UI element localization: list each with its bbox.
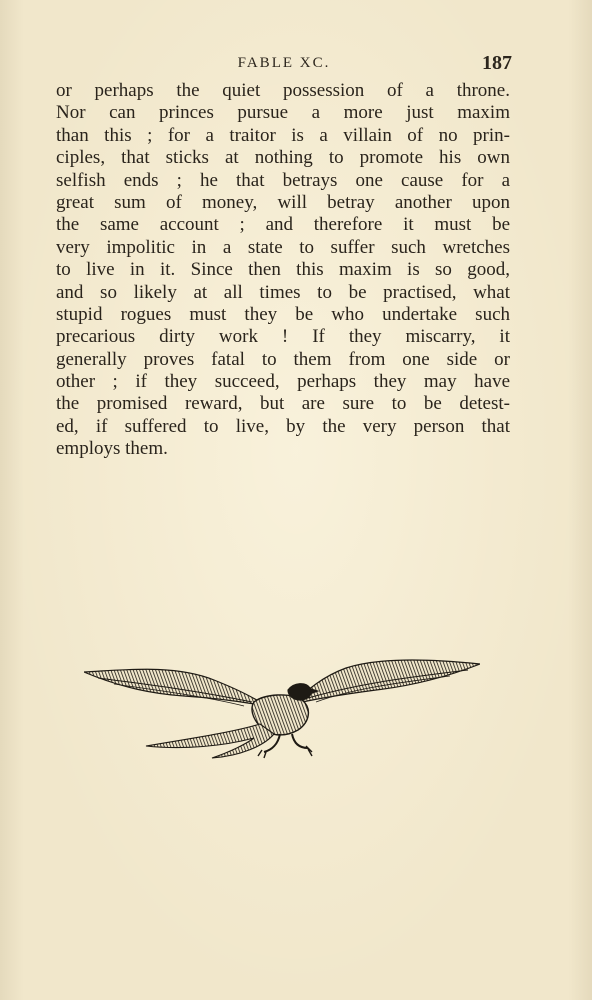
text-line: precarious dirty work ! If they miscarry, it <box>56 326 510 348</box>
text-line: the same account ; and therefore it must be <box>56 214 510 236</box>
eagle-tailpiece-icon <box>84 650 480 762</box>
text-line: employs them. <box>56 438 168 460</box>
text-line: generally proves fatal to them from one side or <box>56 348 510 370</box>
text-line: to live in it. Since then this maxim is so good, <box>56 259 510 281</box>
running-title: FABLE XC. <box>237 55 331 71</box>
text-line: the promised reward, but are sure to be detest- <box>56 393 510 415</box>
text-line: ciples, that sticks at nothing to promote his own <box>56 147 510 169</box>
text-line: great sum of money, will betray another upon <box>56 191 510 213</box>
text-line: stupid rogues must they be who undertake such <box>56 303 510 325</box>
text-line: Nor can princes pursue a more just maxim <box>56 102 510 124</box>
page-number: 187 <box>482 52 512 74</box>
running-head <box>56 52 512 78</box>
text-line: ed, if suffered to live, by the very person that <box>56 415 510 437</box>
text-line: other ; if they succeed, perhaps they may have <box>56 371 510 393</box>
text-line: very impolitic in a state to suffer such wretches <box>56 236 510 258</box>
text-line: selfish ends ; he that betrays one cause for a <box>56 169 510 191</box>
text-line: and so likely at all times to be practised, what <box>56 281 510 303</box>
text-line: or perhaps the quiet possession of a throne. <box>56 80 510 101</box>
text-line: than this ; for a traitor is a villain of no prin- <box>56 124 510 146</box>
body-text <box>56 80 510 461</box>
